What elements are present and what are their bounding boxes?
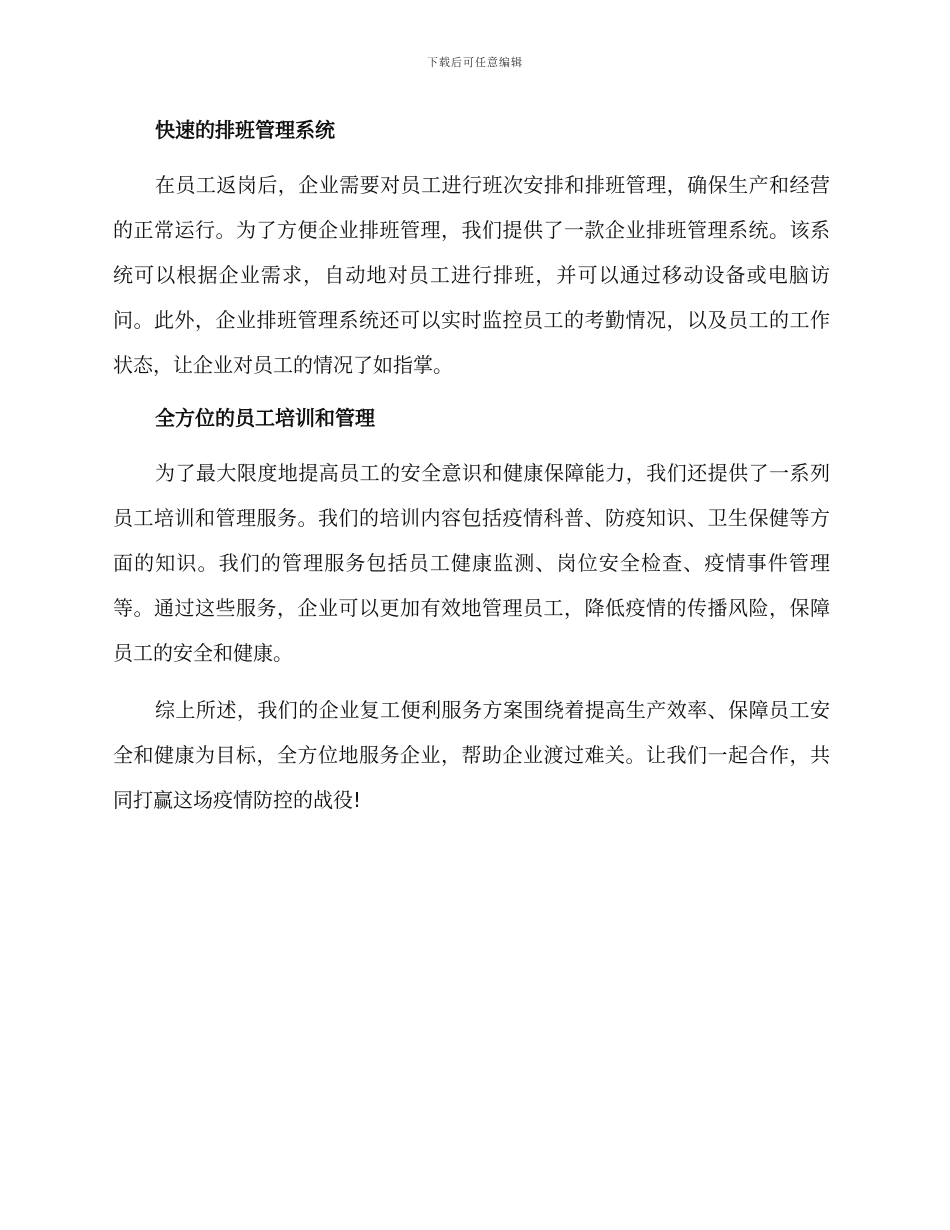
paragraph-training: 为了最大限度地提高员工的安全意识和健康保障能力，我们还提供了一系列员工培训和管理服务。我们的培训内容包括疫情科普、防疫知识、卫生保健等方面的知识。我们的管理服务包括员工健康监测、岗位安全检查、疫情事件管理等。通过这些服务，企业可以更加有效地管理员工，降低疫情的传播风险，保障员工的安全和健康。: [113, 461, 830, 665]
section-heading-training: 全方位的员工培训和管理: [155, 406, 375, 430]
section-heading-scheduling: 快速的排班管理系统: [155, 118, 335, 142]
page-header: 下载后可任意编辑: [427, 56, 523, 69]
document-body: [113, 112, 830, 823]
paragraph-conclusion: 综上所述，我们的企业复工便利服务方案围绕着提高生产效率、保障员工安全和健康为目标，全方位地服务企业，帮助企业渡过难关。让我们一起合作，共同打赢这场疫情防控的战役!: [113, 698, 830, 812]
paragraph-scheduling: 在员工返岗后，企业需要对员工进行班次安排和排班管理，确保生产和经营的正常运行。为了方便企业排班管理，我们提供了一款企业排班管理系统。该系统可以根据企业需求，自动地对员工进行排班，并可以通过移动设备或电脑访问。此外，企业排班管理系统还可以实时监控员工的考勤情况，以及员工的工作状态，让企业对员工的情况了如指掌。: [113, 173, 830, 377]
